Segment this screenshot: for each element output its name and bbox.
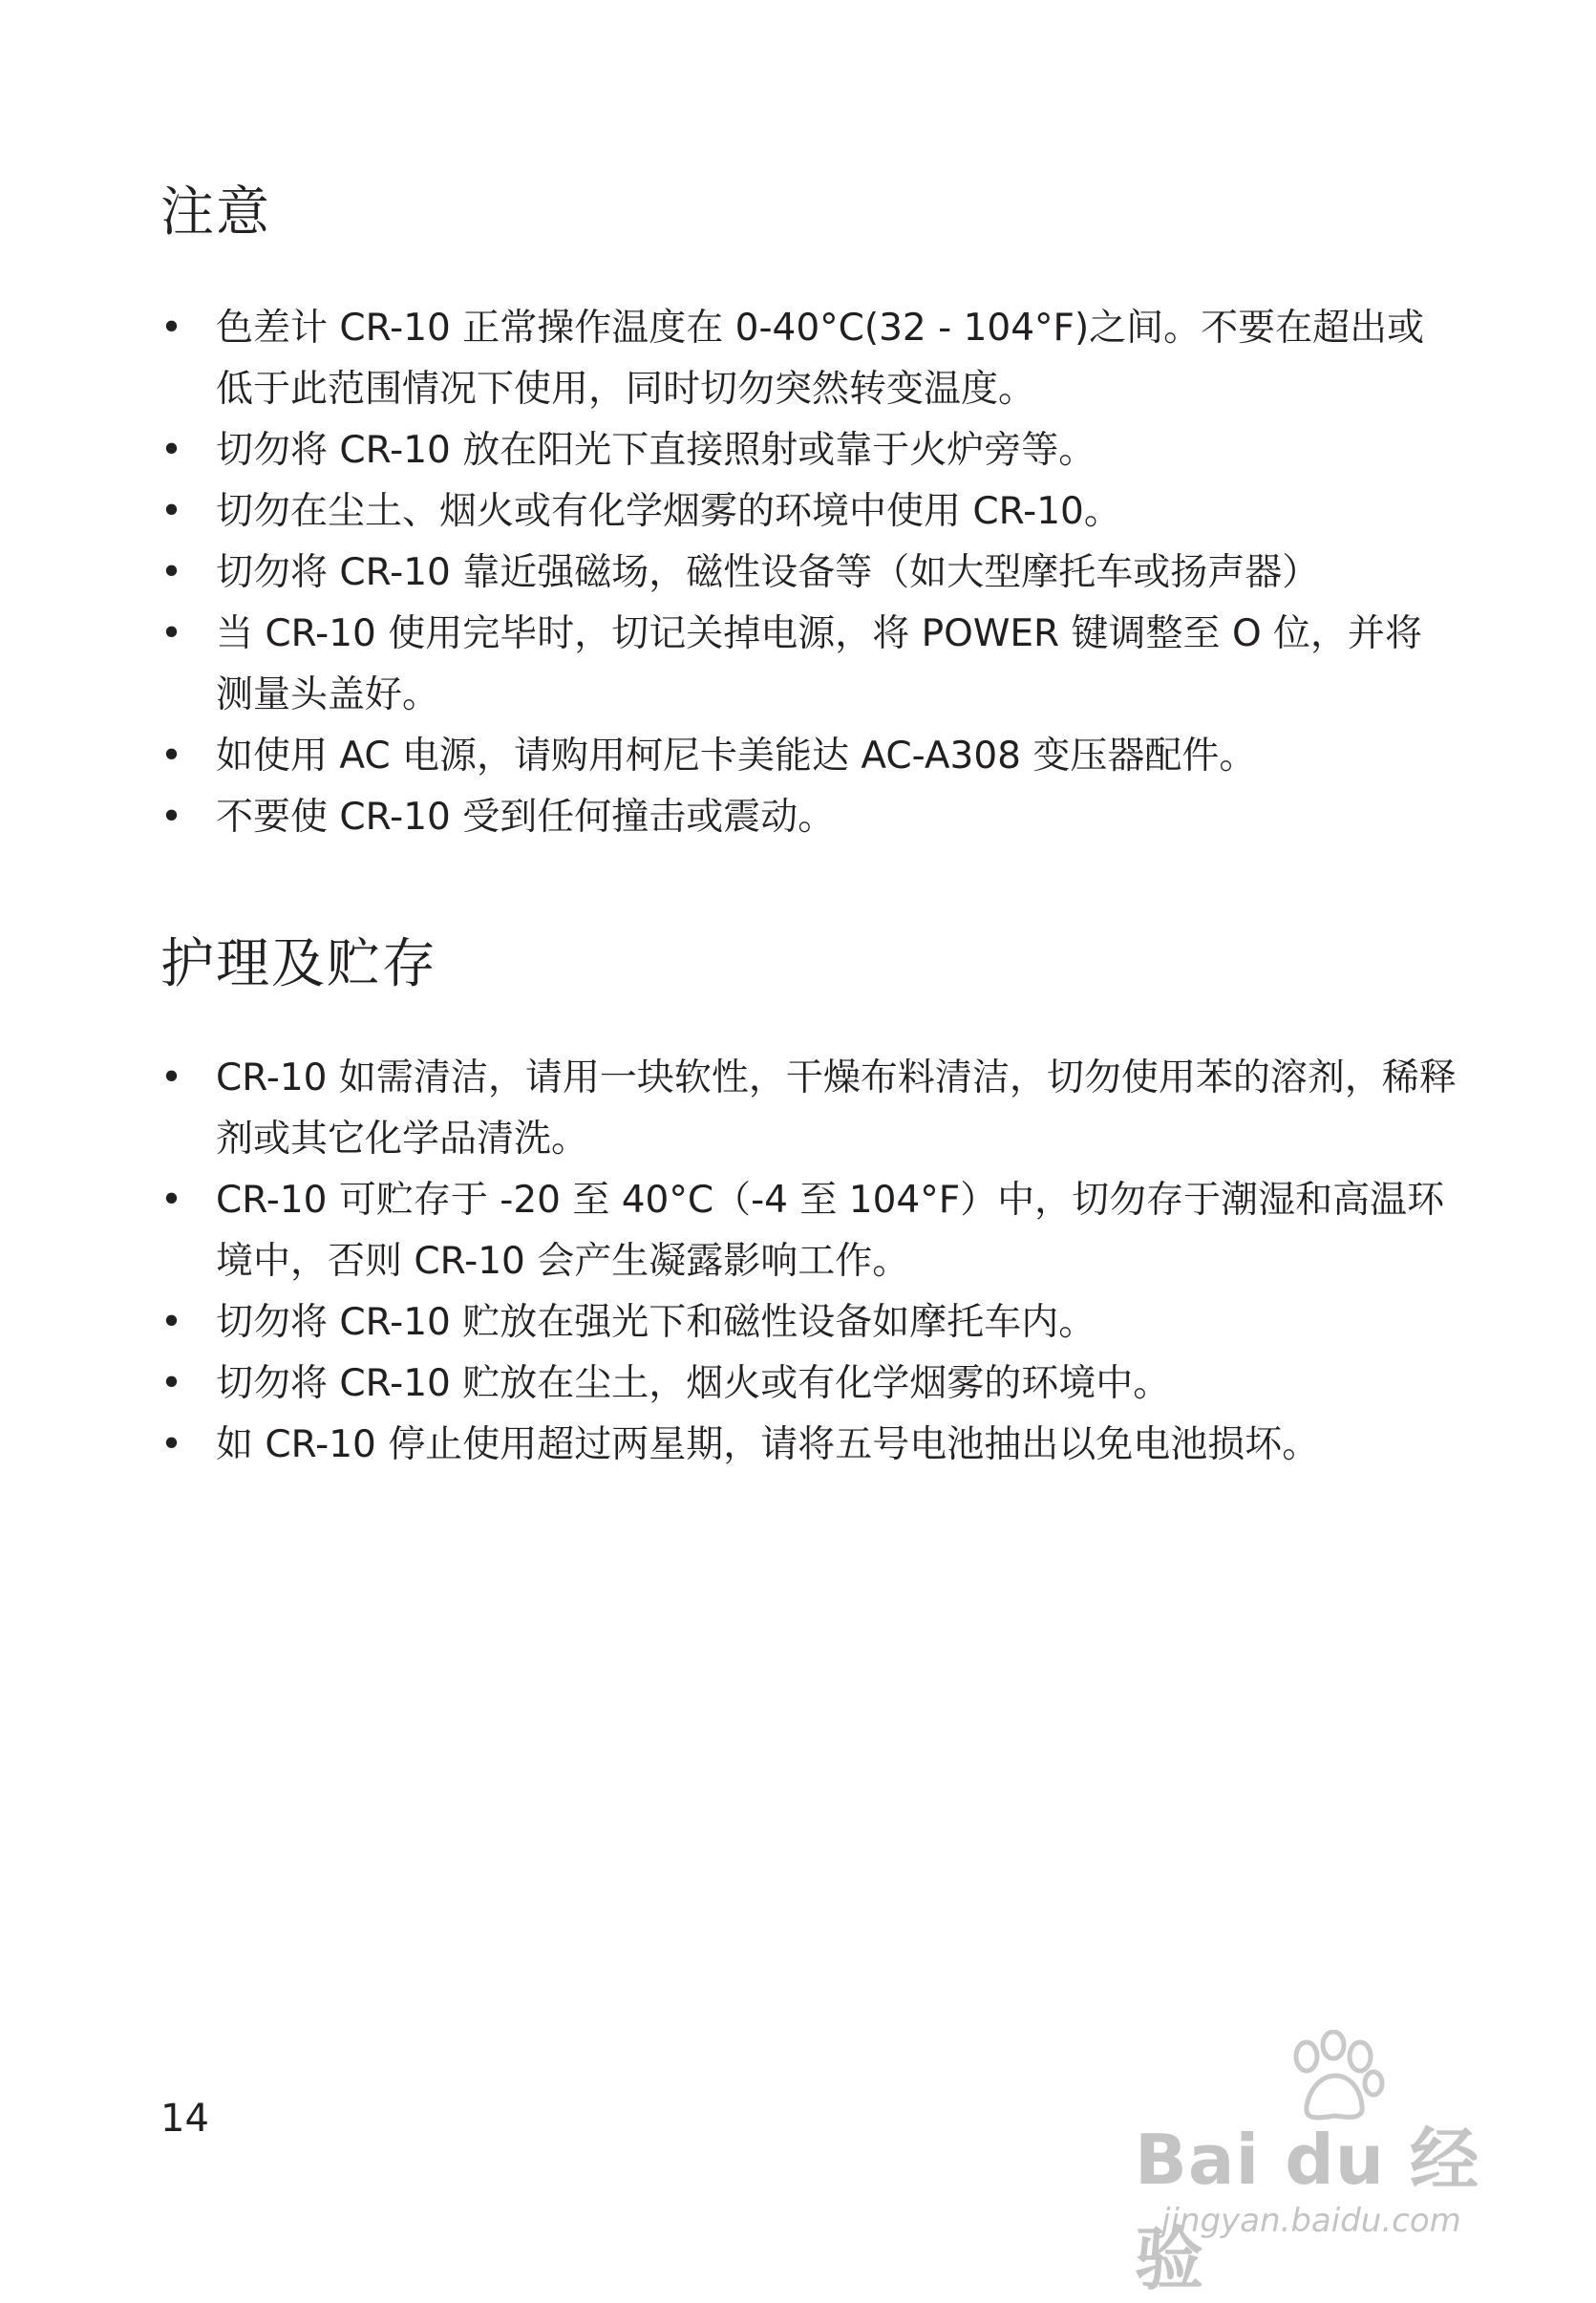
section-title-care-storage: 护理及贮存	[160, 933, 437, 995]
list-item: • 切勿将 CR-10 靠近强磁场，磁性设备等（如大型摩托车或扬声器）	[160, 543, 1459, 604]
list-item: • CR-10 可贮存于 -20 至 40°C（-4 至 104°F）中，切勿存于潮湿和高温环境中，否则 CR-10 会产生凝露影响工作。	[160, 1170, 1459, 1292]
list-item: • 切勿将 CR-10 贮放在尘土，烟火或有化学烟雾的环境中。	[160, 1354, 1459, 1415]
list-item: • 切勿在尘土、烟火或有化学烟雾的环境中使用 CR-10。	[160, 481, 1459, 543]
list-item: • 色差计 CR-10 正常操作温度在 0-40°C(32 - 104°F)之间。不要在超出或低于此范围情况下使用，同时切勿突然转变温度。	[160, 298, 1459, 420]
list-item: • 切勿将 CR-10 贮放在强光下和磁性设备如摩托车内。	[160, 1292, 1459, 1354]
section-title-caution: 注意	[160, 181, 271, 244]
list-item: • 当 CR-10 使用完毕时，切记关掉电源，将 POWER 键调整至 O 位，并将测量头盖好。	[160, 604, 1459, 726]
care-storage-list	[160, 1048, 1459, 1476]
list-item: • 如 CR-10 停止使用超过两星期，请将五号电池抽出以免电池损坏。	[160, 1415, 1459, 1476]
page-number: 14	[160, 2097, 209, 2141]
list-item: • 如使用 AC 电源，请购用柯尼卡美能达 AC-A308 变压器配件。	[160, 726, 1459, 787]
baidu-jingyan-watermark	[1135, 2030, 1517, 2299]
list-item: • CR-10 如需清洁，请用一块软性，干燥布料清洁，切勿使用苯的溶剂，稀释剂或其它化学品清洗。	[160, 1048, 1459, 1170]
list-item: • 不要使 CR-10 受到任何撞击或震动。	[160, 787, 1459, 848]
watermark-logo: Bai du 经验	[1135, 2120, 1480, 2299]
list-item: • 切勿将 CR-10 放在阳光下直接照射或靠于火炉旁等。	[160, 420, 1459, 481]
watermark-url: jingyan.baidu.com	[1161, 2202, 1461, 2240]
caution-list	[160, 298, 1459, 848]
